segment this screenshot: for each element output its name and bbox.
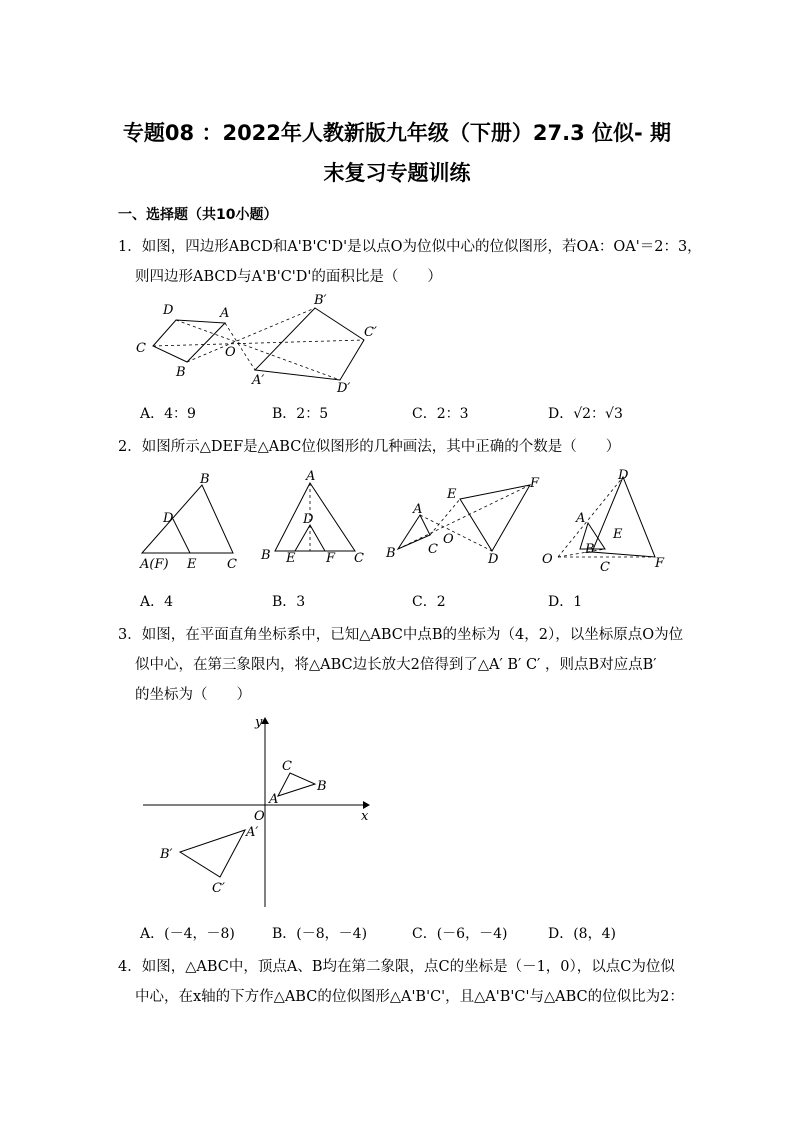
q1-label-D: D: [163, 303, 174, 318]
q2-fig3-label-B: B: [386, 546, 396, 561]
q3-label-C: C: [282, 759, 292, 774]
q2-fig1-label-AF: A(F): [140, 557, 169, 572]
q1-label-C: C: [136, 341, 146, 356]
document-title-line2: 末复习专题训练: [323, 161, 471, 185]
q3-option-b: B．(－8，－4): [272, 926, 368, 942]
q1-figure: [130, 290, 390, 395]
q2-fig3-label-C: C: [428, 542, 438, 557]
q2-fig1-label-B: B: [200, 472, 210, 487]
q1-text-line2: 则四边形ABCD与A'B'C'D'的面积比是（ ）: [135, 269, 442, 285]
q3-triangle-abc: [278, 773, 315, 796]
q1-text-line1: 1．如图，四边形ABCD和A'B'C'D'是以点O为位似中心的位似图形，若OA：OA'＝2：3，: [118, 239, 702, 255]
q2-fig2-label-A: A: [306, 469, 316, 484]
q3-label-A-prime: A′: [246, 825, 259, 840]
q3-option-a: A．(－4，－8): [140, 926, 235, 942]
q1-quad-abcd: [153, 320, 225, 362]
q2-fig1-label-C: C: [227, 557, 237, 572]
q1-label-D-prime: D′: [337, 381, 351, 395]
q3-coordinate-figure: [135, 712, 380, 912]
q1-label-A: A: [220, 306, 230, 321]
q1-label-B: B: [176, 365, 186, 380]
q2-option-d: D．1: [548, 594, 583, 610]
q1-option-c: C．2：3: [412, 406, 469, 422]
q2-fig3-label-A: A: [413, 502, 423, 517]
q2-text-line1: 2．如图所示△DEF是△ABC位似图形的几种画法，其中正确的个数是（ ）: [118, 439, 621, 455]
q2-fig2-label-C: C: [354, 551, 364, 566]
q3-label-x: x: [361, 809, 369, 824]
q2-fig1: [142, 485, 233, 553]
q2-fig2-label-B: B: [261, 548, 271, 563]
q3-label-y: y: [255, 715, 263, 730]
q4-text-line2: 中心，在x轴的下方作△ABC的位似图形△A'B'C'，且△A'B'C'与△ABC的位似比为2：: [135, 989, 684, 1005]
q2-option-b: B．3: [272, 594, 306, 610]
q3-label-A: A: [269, 792, 279, 807]
q4-text-line1: 4．如图，△ABC中，顶点A、B均在第二象限，点C的坐标是（－1，0），以点C为位似: [118, 959, 675, 975]
q2-fig2-label-E: E: [286, 551, 296, 566]
q2-fig4-label-C: C: [600, 560, 610, 575]
q2-fig3-label-O: O: [443, 532, 454, 547]
q1-label-A-prime: A′: [252, 373, 265, 388]
document-title-line1: 专题08 ：2022年人教新版九年级（下册）27.3 位似- 期: [122, 121, 672, 145]
q2-fig2-label-D: D: [303, 512, 314, 527]
q2-fig4-label-E: E: [613, 527, 623, 542]
q3-label-B: B: [317, 779, 327, 794]
q2-fig4-label-B: B: [585, 542, 595, 557]
q1-label-C-prime: C′: [364, 325, 377, 340]
q3-label-O: O: [254, 809, 265, 824]
q1-option-a: A．4：9: [140, 406, 196, 422]
q1-label-B-prime: B′: [314, 293, 327, 308]
q3-label-C-prime: C′: [212, 881, 225, 896]
q1-option-b: B．2：5: [272, 406, 329, 422]
q2-fig3-label-D: D: [488, 552, 499, 567]
section-heading: 一、选择题（共10小题）: [118, 207, 278, 223]
q2-fig2: [275, 483, 355, 551]
q3-text-line2: 似中心，在第三象限内，将△ABC边长放大2倍得到了△A′ B′ C′ ，则点B对应点B′: [135, 657, 657, 673]
q2-option-a: A．4: [140, 594, 174, 610]
q1-option-d: D．√2：√3: [548, 406, 623, 422]
q3-option-c: C．(－6，－4): [412, 926, 508, 942]
q2-fig1-label-D: D: [163, 511, 174, 526]
q2-fig2-label-F: F: [326, 551, 336, 566]
q2-figures: [130, 465, 690, 580]
q2-fig3-label-E: E: [447, 487, 457, 502]
q2-fig3-label-F: F: [530, 476, 540, 491]
q3-text-line3: 的坐标为（ ）: [135, 687, 251, 703]
q2-fig3: [398, 485, 530, 551]
q3-text-line1: 3．如图，在平面直角坐标系中，已知△ABC中点B的坐标为（4，2），以坐标原点O为位: [118, 627, 684, 643]
q2-fig4-label-D: D: [618, 468, 629, 483]
q1-quad-a2b2c2d2: [255, 308, 364, 380]
q3-label-B-prime: B′: [160, 847, 173, 862]
q2-fig4-label-A: A: [576, 511, 586, 526]
q3-triangle-a2b2c2: [180, 830, 245, 877]
q3-option-d: D．(8，4): [548, 926, 616, 942]
q2-option-c: C．2: [412, 594, 446, 610]
q2-fig4-label-O: O: [542, 552, 553, 567]
q2-fig1-label-E: E: [187, 557, 197, 572]
q2-fig4-label-F: F: [655, 556, 665, 571]
q1-label-O: O: [225, 345, 236, 360]
